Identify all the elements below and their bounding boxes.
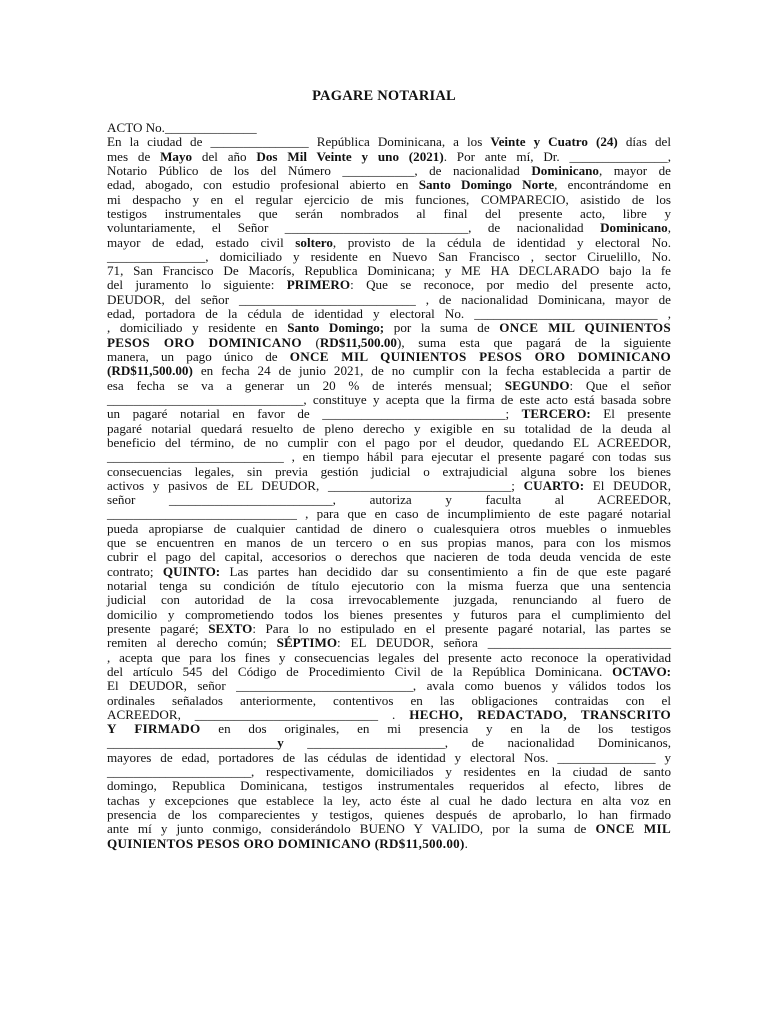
text-segment: DEUDOR, del señor ___________________________ , de nacionalidad Dominicana, mayor de	[107, 291, 671, 307]
bold-text: QUINIENTOS PESOS ORO DOMINICANO (RD$11,500.00)	[107, 835, 465, 851]
text-line	[107, 593, 671, 607]
text-line	[107, 450, 671, 464]
text-segment: presencia de los comparecientes y testigos, quienes después de aprobarlo, lo han firmado	[107, 807, 671, 822]
bold-text: QUINTO:	[162, 563, 221, 579]
text-line	[107, 422, 671, 436]
text-segment: mayor de edad, estado civil	[107, 234, 296, 250]
text-segment: edad, portadora de la cédula de identidad y electoral No. ____________________________ ,	[107, 306, 671, 322]
text-segment: contrato;	[107, 563, 163, 579]
text-line	[107, 608, 671, 622]
text-line	[107, 436, 671, 450]
bold-text: Dos Mil Veinte y uno (2021)	[256, 148, 444, 164]
bold-text: Dominicano	[600, 220, 668, 236]
text-segment: ante mí y junto conmigo, considerándolo BUENO Y VALIDO, por la suma de	[107, 821, 596, 837]
bold-text: SÉPTIMO	[276, 635, 338, 651]
text-segment: señor _________________________, autoriza y faculta al ACREEDOR,	[107, 492, 671, 508]
text-segment: Las partes han decidido dar su consentimiento a fin de que este pagaré	[220, 563, 671, 579]
bold-text: ONCE MIL QUINIENTOS PESOS ORO DOMINICANO	[289, 349, 671, 364]
text-segment: : Que el señor	[569, 377, 671, 393]
bold-text: (RD$11,500.00)	[107, 363, 193, 379]
text-segment: edad, abogado, con estudio profesional abierto en	[107, 177, 419, 193]
text-segment: mayores de edad, portadores de las cédulas de identidad y electoral Nos. _______________ y	[107, 749, 671, 765]
bold-text: Y FIRMADO	[107, 721, 201, 737]
text-segment: ,	[667, 220, 671, 236]
text-segment: consecuencias legales, sin previa gestión judicial o extrajudicial alguna sobre los bienes	[107, 463, 671, 479]
text-line	[107, 765, 671, 779]
text-segment: mi despacho y en el regular ejercicio de mis funciones, COMPARECIO, asistido de los	[107, 191, 671, 207]
bold-text: soltero	[295, 234, 333, 250]
bold-text: y	[277, 735, 284, 751]
text-segment: mes de	[107, 148, 161, 164]
text-segment: manera, un pago único de	[107, 349, 290, 364]
text-line	[107, 779, 671, 793]
bold-text: RD$11,500.00	[319, 334, 397, 350]
bold-text: SEGUNDO	[504, 377, 570, 393]
text-line	[107, 379, 671, 393]
text-segment: un pagaré notarial en favor de ____________________________;	[107, 406, 522, 422]
text-segment: En la ciudad de _______________ República Dominicana, a los	[107, 134, 491, 150]
text-segment: voluntariamente, el Señor ____________________________, de nacionalidad	[107, 220, 601, 236]
text-line	[107, 550, 671, 564]
text-line	[107, 522, 671, 536]
text-segment: El DEUDOR,	[584, 477, 671, 493]
text-segment: : Para lo no estipulado en el presente pagaré notarial, las partes se	[252, 620, 671, 636]
text-segment: , provisto de la cédula de identidad y electoral No.	[332, 234, 671, 250]
text-segment: por la suma de	[384, 320, 500, 336]
text-line	[107, 193, 671, 207]
text-segment: ordinales señalados anteriormente, contentivos en las obligaciones contraidas con el	[107, 692, 671, 708]
text-line	[107, 679, 671, 693]
text-segment: _____________________________ , para que en caso de incumplimiento de este pagaré notarial	[107, 506, 671, 522]
text-line	[107, 651, 671, 665]
text-segment: tachas y excepciones que establece la ley, acto éste al cual he dado lectura en alta voz en	[107, 792, 671, 808]
text-segment: Notario Público de los del Número ___________, de nacionalidad	[107, 162, 532, 178]
text-segment: ACTO No.______________	[107, 120, 257, 135]
text-line	[107, 479, 671, 493]
text-line	[107, 837, 671, 851]
text-segment: (	[301, 334, 320, 350]
text-segment: domicilio y comprometiendo todos los bienes presentes y futuros para el cumplimiento del	[107, 606, 671, 622]
text-line	[107, 336, 671, 350]
text-line	[107, 407, 671, 421]
bold-text: OCTAVO:	[612, 663, 671, 679]
text-line	[107, 236, 671, 250]
text-segment: ______________________, respectivamente, domiciliados y residentes en la ciudad de santo	[107, 764, 671, 780]
text-segment: , mayor de	[598, 162, 671, 178]
text-line	[107, 350, 671, 364]
text-segment: , encontrándome en	[554, 177, 671, 193]
text-segment: : Que se reconoce, por medio del presente acto,	[350, 277, 671, 293]
text-line	[107, 264, 671, 278]
text-line	[107, 808, 671, 822]
bold-text: Mayo	[160, 148, 193, 164]
bold-text: HECHO, REDACTADO, TRANSCRITO	[409, 706, 671, 722]
text-line	[107, 121, 671, 135]
bold-text: Santo Domingo Norte	[418, 177, 555, 193]
text-segment: en dos originales, en mi presencia y en la de los testigos	[200, 721, 671, 737]
bold-text: ONCE MIL	[595, 821, 671, 837]
text-line	[107, 307, 671, 321]
text-segment: . Por ante mí, Dr. _______________,	[443, 148, 671, 164]
text-segment: El DEUDOR, señor ___________________________, avala como buenos y válidos todos los	[107, 678, 671, 694]
text-segment: judicial con autoridad de la cosa irrevocablemente juzgada, renunciando al fuero de	[107, 592, 671, 608]
text-line	[107, 722, 671, 736]
text-line	[107, 708, 671, 722]
bold-text: SEXTO	[208, 620, 253, 636]
text-line	[107, 665, 671, 679]
text-segment: del juramento lo siguiente:	[107, 277, 287, 293]
text-line	[107, 321, 671, 335]
text-segment: días del	[617, 134, 671, 150]
text-segment: domingo, Republica Dominicana, testigos instrumentales requeridos al efecto, libres de	[107, 778, 671, 794]
text-line	[107, 493, 671, 507]
text-segment: notarial tenga su condición de título ejecutorio con la misma fuerza que una sentencia	[107, 578, 671, 593]
text-line	[107, 164, 671, 178]
text-line	[107, 565, 671, 579]
document-body	[107, 121, 671, 851]
text-line	[107, 178, 671, 192]
text-line	[107, 250, 671, 264]
text-line	[107, 536, 671, 550]
text-line	[107, 794, 671, 808]
text-line	[107, 135, 671, 149]
text-segment: remiten al derecho común;	[107, 635, 277, 651]
text-line	[107, 751, 671, 765]
text-segment: testigos instrumentales que serán nombrados al final del presente acto, libre y	[107, 205, 671, 221]
text-line	[107, 622, 671, 636]
text-line	[107, 293, 671, 307]
bold-text: Veinte y Cuatro (24)	[490, 134, 618, 150]
text-segment: activos y pasivos de EL DEUDOR, ____________________________;	[107, 477, 524, 493]
text-segment: __________________________	[107, 735, 278, 751]
text-segment: .	[464, 835, 468, 851]
text-segment: : EL DEUDOR, señora ____________________________	[337, 635, 672, 651]
text-segment: _____________________, de nacionalidad Dominicanos,	[283, 735, 671, 751]
text-segment: del año	[192, 148, 257, 164]
text-segment: , domiciliado y residente en	[107, 320, 288, 336]
text-segment: beneficio del término, de no cumplir con el pago por el deudor, quedando EL ACREEDOR,	[107, 434, 671, 450]
text-segment: presente pagaré;	[107, 620, 209, 636]
text-segment: pueda apropiarse de cualquier cantidad de dinero o cualesquiera otros muebles o inmuebles	[107, 520, 671, 536]
text-line	[107, 278, 671, 292]
text-segment: ___________________________ , en tiempo hábil para ejecutar el presente pagaré con todas sus	[107, 449, 671, 465]
text-line	[107, 465, 671, 479]
bold-text: Santo Domingo;	[287, 320, 385, 336]
text-line	[107, 207, 671, 221]
bold-text: CUARTO:	[523, 477, 585, 493]
text-line	[107, 636, 671, 650]
document-title: PAGARE NOTARIAL	[312, 88, 456, 104]
text-line	[107, 822, 671, 836]
text-segment: _______________, domiciliado y residente en Nuevo San Francisco , sector Ciruelillo, No.	[107, 248, 671, 264]
bold-text: Dominicano	[531, 162, 599, 178]
text-segment: cubrir el pago del capital, accesorios o derechos que nacieren de toda deuda vencida de este	[107, 549, 671, 565]
bold-text: TERCERO:	[521, 406, 591, 422]
text-segment: 71, San Francisco De Macorís, Republica Dominicana; y ME HA DECLARADO bajo la fe	[107, 263, 671, 279]
bold-text: PESOS ORO DOMINICANO	[107, 334, 302, 350]
text-segment: , acepta que para los fines y consecuencias legales del presente acto reconoce la operatividad	[107, 649, 671, 665]
text-line	[107, 694, 671, 708]
text-segment: ), suma esta que pagará de la siguiente	[396, 334, 671, 350]
text-segment: que se encuentren en manos de un tercero o en sus propias manos, para con los mismos	[107, 535, 671, 551]
text-line	[107, 221, 671, 235]
text-segment: esa fecha se va a generar un 20 % de interés mensual;	[107, 377, 505, 393]
text-line	[107, 150, 671, 164]
text-segment: ACREEDOR, ____________________________ .	[107, 706, 410, 722]
text-line	[107, 736, 671, 750]
text-segment: El presente	[590, 406, 671, 422]
text-line	[107, 393, 671, 407]
text-segment: ______________________________, constituye y acepta que la firma de este acto está basada sobre	[107, 391, 671, 407]
text-segment: en fecha 24 de junio 2021, de no cumplir con la fecha establecida a partir de	[192, 363, 671, 379]
bold-text: PRIMERO	[286, 277, 351, 293]
text-segment: pagaré notarial quedará resuelto de pleno derecho y exigible en su totalidad de la deuda al	[107, 420, 671, 436]
text-line	[107, 507, 671, 521]
text-line	[107, 579, 671, 593]
bold-text: ONCE MIL QUINIENTOS	[499, 320, 672, 336]
text-segment: del artículo 545 del Código de Procedimiento Civil de la República Dominicana.	[107, 663, 613, 679]
text-line	[107, 364, 671, 378]
